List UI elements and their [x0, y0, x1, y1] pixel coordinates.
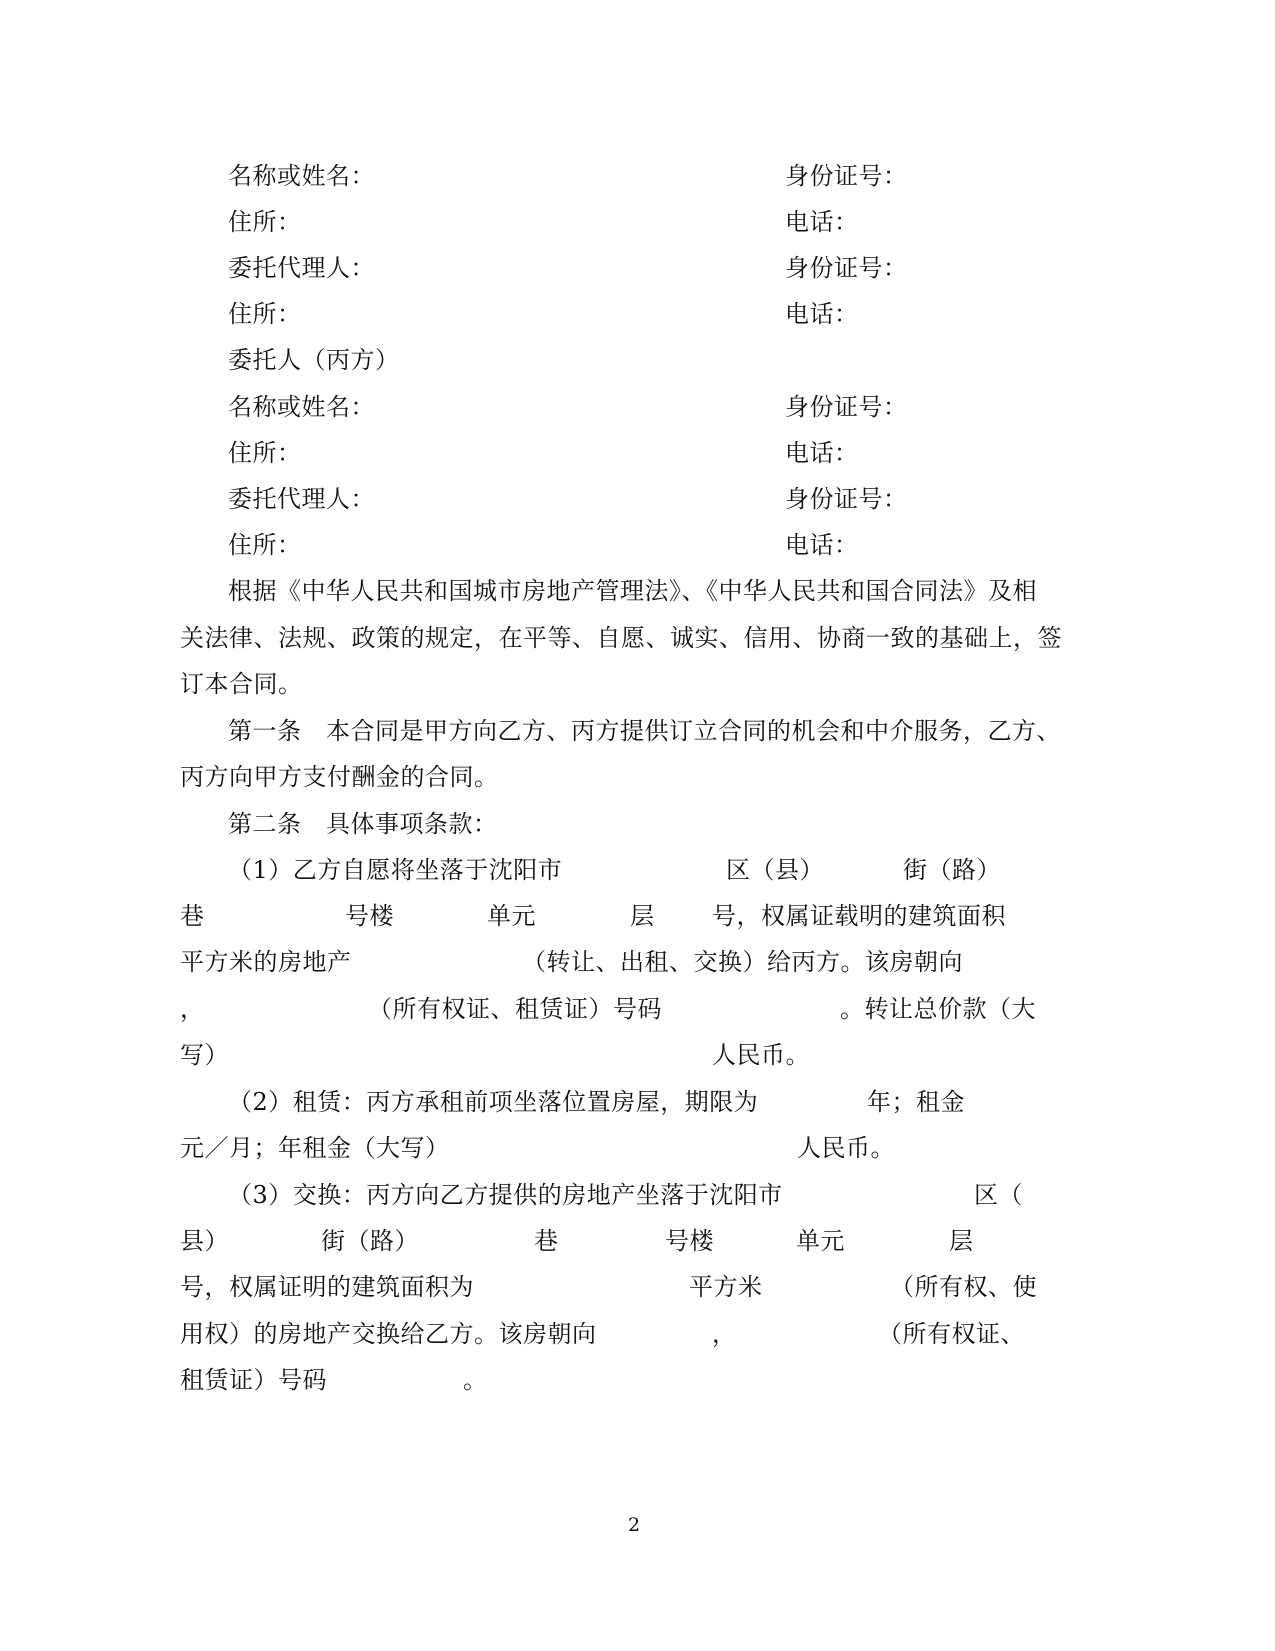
phone-label: 电话：: [785, 439, 859, 467]
clause-3-text: 单元: [796, 1227, 845, 1255]
clause-3-text: （所有权证、: [878, 1320, 1025, 1348]
id-number-label: 身份证号：: [785, 485, 908, 513]
clause-3-text: ，: [712, 1320, 737, 1348]
agent-label: 委托代理人：: [228, 254, 375, 282]
address-label: 住所：: [228, 531, 302, 559]
name-label: 名称或姓名：: [228, 393, 375, 421]
agent-label: 委托代理人：: [228, 485, 375, 513]
clause-1-text: （转让、出租、交换）给丙方。该房朝向: [522, 948, 963, 976]
clause-3-text: 巷: [534, 1227, 559, 1255]
preamble-line: 订本合同。: [180, 670, 303, 698]
clause-1-text: 层: [630, 902, 655, 930]
clause-2-text: 人民币。: [797, 1134, 895, 1162]
clause-1-text: （所有权证、租赁证）号码: [368, 995, 662, 1023]
clause-2-text: 元／月；年租金（大写）: [180, 1134, 450, 1162]
article-1-line: 第一条 本合同是甲方向乙方、丙方提供订立合同的机会和中介服务，乙方、: [228, 717, 1061, 745]
clause-3-text: 租赁证）号码: [180, 1366, 327, 1394]
clause-3-text: （所有权、使: [890, 1273, 1037, 1301]
clause-3-text: 。: [463, 1366, 488, 1394]
page-number: 2: [628, 1514, 641, 1536]
clause-1-text: 街（路）: [903, 856, 1001, 884]
preamble-line: 关法律、法规、政策的规定，在平等、自愿、诚实、信用、协商一致的基础上，签: [180, 624, 1062, 652]
clause-1-text: 号楼: [345, 902, 394, 930]
clause-3-text: 层: [949, 1227, 974, 1255]
clause-1-text: 平方米的房地产: [180, 948, 352, 976]
clause-3-text: 号，权属证明的建筑面积为: [180, 1273, 474, 1301]
article-1-line: 丙方向甲方支付酬金的合同。: [180, 763, 499, 791]
address-label: 住所：: [228, 300, 302, 328]
clause-2-text: 年；租金: [867, 1088, 965, 1116]
clause-3-text: 号楼: [665, 1227, 714, 1255]
party-c-heading: 委托人（丙方）: [228, 346, 400, 374]
id-number-label: 身份证号：: [785, 254, 908, 282]
preamble-line: 根据《中华人民共和国城市房地产管理法》、《中华人民共和国合同法》及相: [228, 577, 1037, 605]
address-label: 住所：: [228, 439, 302, 467]
clause-3-text: 用权）的房地产交换给乙方。该房朝向: [180, 1320, 597, 1348]
phone-label: 电话：: [785, 531, 859, 559]
name-label: 名称或姓名：: [228, 162, 375, 190]
clause-1-text: ，: [180, 995, 205, 1023]
clause-1-text: 巷: [180, 902, 205, 930]
clause-3-text: 县）: [180, 1227, 229, 1255]
clause-1-text: 单元: [487, 902, 536, 930]
phone-label: 电话：: [785, 208, 859, 236]
clause-3-text: 街（路）: [321, 1227, 419, 1255]
clause-1-text: 号，权属证载明的建筑面积: [712, 902, 1006, 930]
address-label: 住所：: [228, 208, 302, 236]
id-number-label: 身份证号：: [785, 162, 908, 190]
clause-1-text: 人民币。: [712, 1041, 810, 1069]
id-number-label: 身份证号：: [785, 393, 908, 421]
clause-2-text: （2）租赁：丙方承租前项坐落位置房屋，期限为: [228, 1088, 759, 1116]
clause-3-text: （3）交换：丙方向乙方提供的房地产坐落于沈阳市: [228, 1181, 783, 1209]
clause-1-text: 。转让总价款（大: [840, 995, 1036, 1023]
phone-label: 电话：: [785, 300, 859, 328]
clause-1-text: 写）: [180, 1041, 229, 1069]
clause-1-text: （1）乙方自愿将坐落于沈阳市: [228, 856, 563, 884]
clause-3-text: 区（: [974, 1181, 1023, 1209]
clause-1-text: 区（县）: [726, 856, 824, 884]
clause-3-text: 平方米: [689, 1273, 763, 1301]
article-2-heading: 第二条 具体事项条款：: [228, 810, 498, 838]
